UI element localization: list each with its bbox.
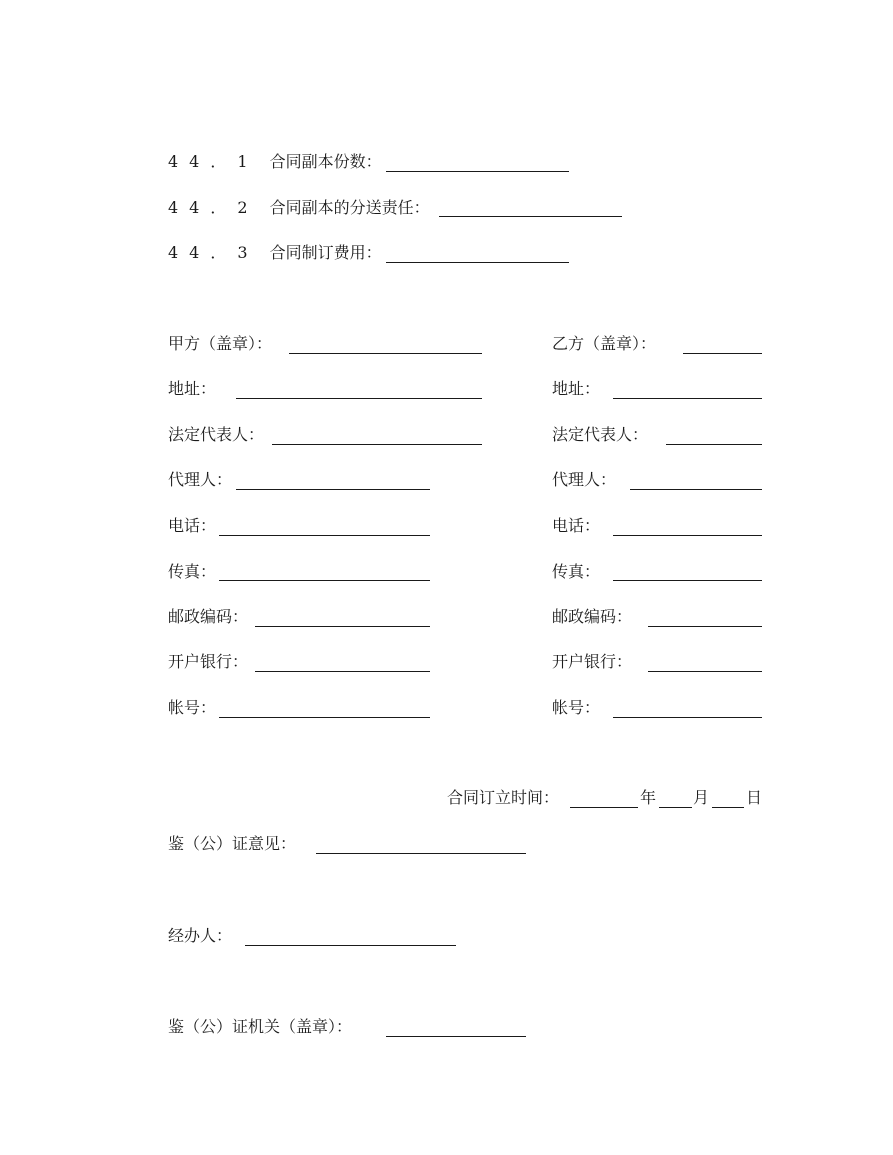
- party-a-account-field[interactable]: [219, 717, 430, 718]
- party-b-agent-field[interactable]: [630, 489, 762, 490]
- party-a-bank-label: 开户银行：: [168, 652, 249, 671]
- party-a-address-field[interactable]: [236, 398, 482, 399]
- notary-authority-label: 鉴（公）证机关（盖章）：: [168, 1017, 353, 1036]
- signing-month-field[interactable]: [659, 807, 692, 808]
- party-a-account-label: 帐号：: [168, 698, 217, 717]
- notary-opinion-field[interactable]: [316, 853, 526, 854]
- party-b-account-label: 帐号：: [552, 698, 601, 717]
- party-b-postcode-field[interactable]: [648, 626, 762, 627]
- party-a-phone-label: 电话：: [168, 516, 217, 535]
- drafting-fee-field[interactable]: [386, 262, 569, 263]
- party-b-address-label: 地址：: [552, 379, 601, 398]
- party-a-legal-rep-field[interactable]: [272, 444, 482, 445]
- clause-44-2: [168, 196, 430, 220]
- year-label: 年: [640, 788, 657, 807]
- clause-44-3: [168, 241, 382, 265]
- party-a-postcode-field[interactable]: [255, 626, 430, 627]
- handler-field[interactable]: [245, 945, 456, 946]
- party-a-phone-field[interactable]: [219, 535, 430, 536]
- party-a-agent-label: 代理人：: [168, 470, 233, 489]
- handler-label: 经办人：: [168, 926, 233, 945]
- party-b-address-field[interactable]: [613, 398, 762, 399]
- notary-opinion-label: 鉴（公）证意见：: [168, 834, 297, 853]
- party-a-fax-field[interactable]: [219, 580, 430, 581]
- signing-date-label: 合同订立时间：: [447, 788, 560, 807]
- party-b-bank-label: 开户银行：: [552, 652, 633, 671]
- clause-label: 合同制订费用：: [269, 243, 382, 262]
- party-b-fax-field[interactable]: [613, 580, 762, 581]
- party-b-seal-field[interactable]: [683, 353, 762, 354]
- party-a-legal-rep-label: 法定代表人：: [168, 425, 265, 444]
- party-b-legal-rep-field[interactable]: [666, 444, 762, 445]
- party-a-address-label: 地址：: [168, 379, 217, 398]
- party-a-postcode-label: 邮政编码：: [168, 607, 249, 626]
- party-a-agent-field[interactable]: [236, 489, 430, 490]
- copies-distribution-field[interactable]: [439, 216, 622, 217]
- day-label: 日: [746, 788, 763, 807]
- party-b-fax-label: 传真：: [552, 562, 601, 581]
- party-b-agent-label: 代理人：: [552, 470, 617, 489]
- clause-number: 44．1: [168, 152, 259, 171]
- clause-number: 44．2: [168, 198, 259, 217]
- clause-label: 合同副本份数：: [269, 152, 382, 171]
- party-b-postcode-label: 邮政编码：: [552, 607, 633, 626]
- clause-44-1: [168, 150, 382, 174]
- copies-count-field[interactable]: [386, 171, 569, 172]
- party-a-seal-field[interactable]: [289, 353, 482, 354]
- party-b-account-field[interactable]: [613, 717, 762, 718]
- party-a-bank-field[interactable]: [255, 671, 430, 672]
- party-a-fax-label: 传真：: [168, 562, 217, 581]
- notary-authority-field[interactable]: [386, 1036, 526, 1037]
- party-b-phone-field[interactable]: [613, 535, 762, 536]
- party-b-bank-field[interactable]: [648, 671, 762, 672]
- party-b-seal-label: 乙方（盖章）：: [552, 334, 657, 353]
- signing-day-field[interactable]: [712, 807, 744, 808]
- signing-year-field[interactable]: [570, 807, 638, 808]
- party-b-phone-label: 电话：: [552, 516, 601, 535]
- party-a-seal-label: 甲方（盖章）：: [168, 334, 273, 353]
- clause-number: 44．3: [168, 243, 259, 262]
- clause-label: 合同副本的分送责任：: [269, 198, 430, 217]
- party-b-legal-rep-label: 法定代表人：: [552, 425, 649, 444]
- month-label: 月: [693, 788, 710, 807]
